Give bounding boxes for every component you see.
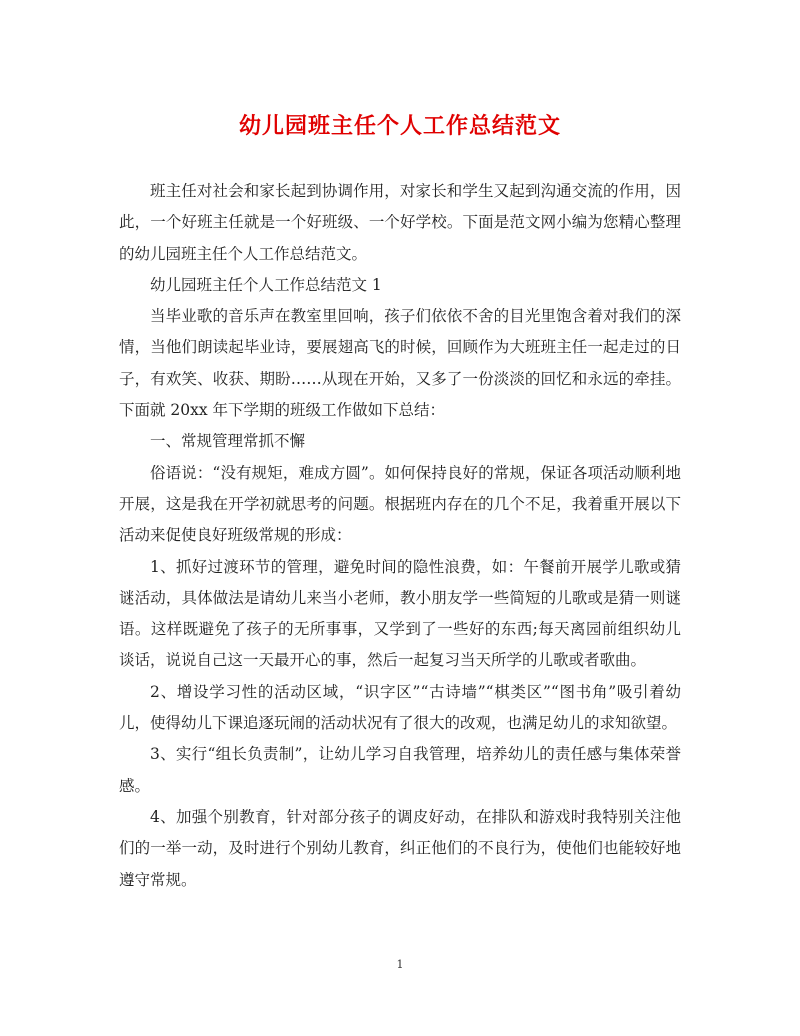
list-item: 4、加强个别教育，针对部分孩子的调皮好动，在排队和游戏时我特别关注他们的一举一动，及时进行个别幼儿教育，纠正他们的不良行为，使他们也能较好地遵守常规。 xyxy=(119,807,681,889)
document-title: 幼儿园班主任个人工作总结范文 xyxy=(238,113,561,139)
intro-paragraph: 班主任对社会和家长起到协调作用，对家长和学生又起到沟通交流的作用，因此，一个好班主任就是一个好班级、一个好学校。下面是范文网小编为您精心整理的幼儿园班主任个人工作总结范文。 xyxy=(119,182,681,263)
body-paragraph: 当毕业歌的音乐声在教室里回响，孩子们依依不舍的目光里饱含着对我们的深情，当他们朗读起毕业诗，要展翅高飞的时候，回顾作为大班班主任一起走过的日子，有欢笑、收获、期盼……从现在开始，又多了一份淡淡的回忆和永远的牵挂。下面就 20xx 年下学期的班级工作做如下总结： xyxy=(119,307,681,420)
subsection-heading: 一、常规管理常抓不懈 xyxy=(150,432,306,451)
list-item: 3、实行“组长负责制”，让幼儿学习自我管理，培养幼儿的责任感与集体荣誉感。 xyxy=(119,745,681,795)
list-item: 2、增设学习性的活动区域，“识字区”“古诗墙”“棋类区”“图书角”吸引着幼儿，使得幼儿下课追逐玩闹的活动状况有了很大的改观，也满足幼儿的求知欲望。 xyxy=(119,682,681,733)
body-paragraph: 俗语说：“没有规矩，难成方圆”。如何保持良好的常规，保证各项活动顺利地开展，这是我在开学初就思考的问题。根据班内存在的几个不足，我着重开展以下活动来促使良好班级常规的形成： xyxy=(119,463,681,545)
section-heading: 幼儿园班主任个人工作总结范文 1 xyxy=(150,275,382,294)
list-item: 1、抓好过渡环节的管理，避免时间的隐性浪费，如：午餐前开展学儿歌或猜谜活动，具体做法是请幼儿来当小老师，教小朋友学一些简短的儿歌或是猜一则谜语。这样既避免了孩子的无所事事，又学到了一些好的东西;每天离园前组织幼儿谈话，说说自己这一天最开心的事，然后一起复习当天所学的儿歌或者歌曲。 xyxy=(119,557,681,670)
page-number: 1 xyxy=(396,958,404,971)
document-body xyxy=(119,176,681,896)
